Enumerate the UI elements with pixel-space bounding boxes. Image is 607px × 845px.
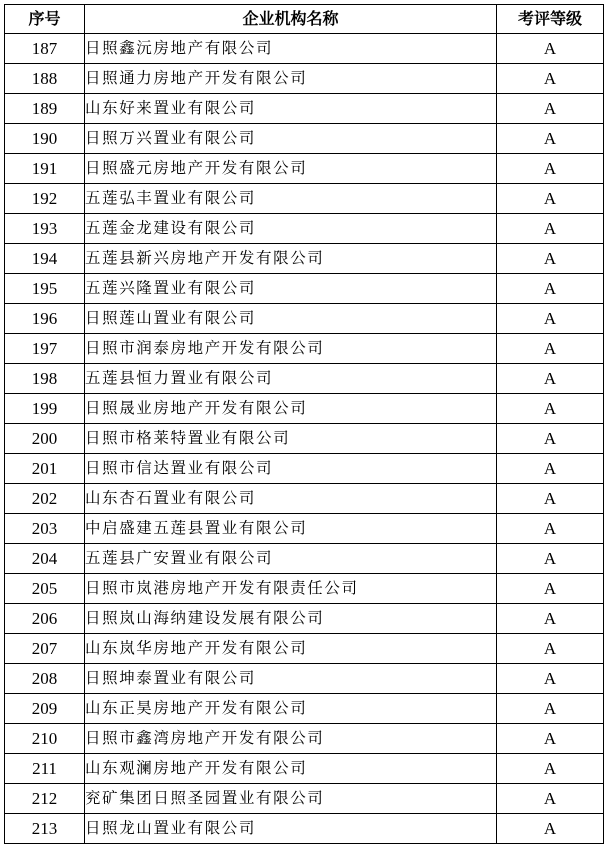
table-row bbox=[5, 244, 604, 274]
enterprise-name-cell: 五莲兴隆置业有限公司 bbox=[85, 274, 497, 304]
enterprise-name-cell: 日照市信达置业有限公司 bbox=[85, 454, 497, 484]
serial-number-cell: 201 bbox=[5, 454, 85, 484]
enterprise-name-cell: 日照通力房地产开发有限公司 bbox=[85, 64, 497, 94]
serial-number-cell: 192 bbox=[5, 184, 85, 214]
rating-grade-cell: A bbox=[497, 724, 604, 754]
enterprise-name-cell: 五莲弘丰置业有限公司 bbox=[85, 184, 497, 214]
table-row bbox=[5, 604, 604, 634]
rating-grade-cell: A bbox=[497, 124, 604, 154]
table-row bbox=[5, 94, 604, 124]
enterprise-name-cell: 日照岚山海纳建设发展有限公司 bbox=[85, 604, 497, 634]
rating-grade-cell: A bbox=[497, 304, 604, 334]
table-row bbox=[5, 364, 604, 394]
serial-number-cell: 188 bbox=[5, 64, 85, 94]
serial-number-cell: 191 bbox=[5, 154, 85, 184]
enterprise-name-cell: 日照市润泰房地产开发有限公司 bbox=[85, 334, 497, 364]
serial-number-cell: 205 bbox=[5, 574, 85, 604]
table-row bbox=[5, 124, 604, 154]
table-row bbox=[5, 334, 604, 364]
serial-number-cell: 200 bbox=[5, 424, 85, 454]
enterprise-rating-table bbox=[4, 4, 604, 844]
table-row bbox=[5, 574, 604, 604]
serial-number-cell: 208 bbox=[5, 664, 85, 694]
serial-number-cell: 187 bbox=[5, 34, 85, 64]
enterprise-name-cell: 日照坤泰置业有限公司 bbox=[85, 664, 497, 694]
table-row bbox=[5, 394, 604, 424]
rating-grade-cell: A bbox=[497, 184, 604, 214]
serial-number-cell: 203 bbox=[5, 514, 85, 544]
table-row bbox=[5, 544, 604, 574]
enterprise-name-cell: 五莲县新兴房地产开发有限公司 bbox=[85, 244, 497, 274]
rating-grade-cell: A bbox=[497, 514, 604, 544]
serial-number-cell: 189 bbox=[5, 94, 85, 124]
table-row bbox=[5, 664, 604, 694]
table-row bbox=[5, 484, 604, 514]
serial-number-cell: 199 bbox=[5, 394, 85, 424]
rating-grade-cell: A bbox=[497, 154, 604, 184]
rating-grade-cell: A bbox=[497, 244, 604, 274]
rating-grade-cell: A bbox=[497, 454, 604, 484]
enterprise-name-cell: 五莲县广安置业有限公司 bbox=[85, 544, 497, 574]
serial-number-cell: 195 bbox=[5, 274, 85, 304]
serial-number-cell: 190 bbox=[5, 124, 85, 154]
rating-grade-cell: A bbox=[497, 544, 604, 574]
enterprise-name-cell: 山东好来置业有限公司 bbox=[85, 94, 497, 124]
rating-grade-cell: A bbox=[497, 214, 604, 244]
serial-number-cell: 194 bbox=[5, 244, 85, 274]
rating-grade-cell: A bbox=[497, 424, 604, 454]
serial-number-cell: 206 bbox=[5, 604, 85, 634]
table-row bbox=[5, 154, 604, 184]
table-row bbox=[5, 274, 604, 304]
serial-number-cell: 204 bbox=[5, 544, 85, 574]
enterprise-name-cell: 中启盛建五莲县置业有限公司 bbox=[85, 514, 497, 544]
table-header-row bbox=[5, 5, 604, 34]
rating-grade-cell: A bbox=[497, 94, 604, 124]
rating-grade-cell: A bbox=[497, 664, 604, 694]
serial-number-cell: 213 bbox=[5, 814, 85, 844]
rating-grade-cell: A bbox=[497, 814, 604, 844]
serial-number-cell: 207 bbox=[5, 634, 85, 664]
serial-number-cell: 202 bbox=[5, 484, 85, 514]
rating-grade-cell: A bbox=[497, 34, 604, 64]
rating-grade-cell: A bbox=[497, 694, 604, 724]
table-row bbox=[5, 424, 604, 454]
enterprise-name-cell: 日照万兴置业有限公司 bbox=[85, 124, 497, 154]
header-serial-number: 序号 bbox=[5, 5, 85, 34]
table-row bbox=[5, 694, 604, 724]
rating-grade-cell: A bbox=[497, 64, 604, 94]
table-row bbox=[5, 814, 604, 844]
table-row bbox=[5, 634, 604, 664]
table-row bbox=[5, 214, 604, 244]
enterprise-name-cell: 日照晟业房地产开发有限公司 bbox=[85, 394, 497, 424]
serial-number-cell: 198 bbox=[5, 364, 85, 394]
serial-number-cell: 212 bbox=[5, 784, 85, 814]
rating-grade-cell: A bbox=[497, 334, 604, 364]
rating-grade-cell: A bbox=[497, 364, 604, 394]
rating-grade-cell: A bbox=[497, 754, 604, 784]
table-row bbox=[5, 514, 604, 544]
enterprise-name-cell: 日照龙山置业有限公司 bbox=[85, 814, 497, 844]
enterprise-name-cell: 山东杏石置业有限公司 bbox=[85, 484, 497, 514]
rating-grade-cell: A bbox=[497, 484, 604, 514]
header-enterprise-name: 企业机构名称 bbox=[85, 5, 497, 34]
serial-number-cell: 193 bbox=[5, 214, 85, 244]
enterprise-name-cell: 日照莲山置业有限公司 bbox=[85, 304, 497, 334]
enterprise-name-cell: 山东正昊房地产开发有限公司 bbox=[85, 694, 497, 724]
rating-grade-cell: A bbox=[497, 634, 604, 664]
serial-number-cell: 210 bbox=[5, 724, 85, 754]
serial-number-cell: 211 bbox=[5, 754, 85, 784]
enterprise-name-cell: 日照市格莱特置业有限公司 bbox=[85, 424, 497, 454]
enterprise-name-cell: 兖矿集团日照圣园置业有限公司 bbox=[85, 784, 497, 814]
enterprise-name-cell: 山东观澜房地产开发有限公司 bbox=[85, 754, 497, 784]
rating-grade-cell: A bbox=[497, 394, 604, 424]
enterprise-name-cell: 五莲县恒力置业有限公司 bbox=[85, 364, 497, 394]
table-row bbox=[5, 304, 604, 334]
enterprise-name-cell: 日照市岚港房地产开发有限责任公司 bbox=[85, 574, 497, 604]
table-row bbox=[5, 64, 604, 94]
table-row bbox=[5, 454, 604, 484]
table-row bbox=[5, 184, 604, 214]
table-row bbox=[5, 34, 604, 64]
enterprise-name-cell: 五莲金龙建设有限公司 bbox=[85, 214, 497, 244]
enterprise-name-cell: 日照盛元房地产开发有限公司 bbox=[85, 154, 497, 184]
serial-number-cell: 209 bbox=[5, 694, 85, 724]
serial-number-cell: 197 bbox=[5, 334, 85, 364]
enterprise-name-cell: 日照市鑫湾房地产开发有限公司 bbox=[85, 724, 497, 754]
enterprise-name-cell: 山东岚华房地产开发有限公司 bbox=[85, 634, 497, 664]
rating-grade-cell: A bbox=[497, 784, 604, 814]
rating-grade-cell: A bbox=[497, 274, 604, 304]
header-rating-grade: 考评等级 bbox=[497, 5, 604, 34]
rating-grade-cell: A bbox=[497, 574, 604, 604]
enterprise-name-cell: 日照鑫沅房地产有限公司 bbox=[85, 34, 497, 64]
serial-number-cell: 196 bbox=[5, 304, 85, 334]
rating-grade-cell: A bbox=[497, 604, 604, 634]
table-row bbox=[5, 754, 604, 784]
table-row bbox=[5, 724, 604, 754]
table-row bbox=[5, 784, 604, 814]
